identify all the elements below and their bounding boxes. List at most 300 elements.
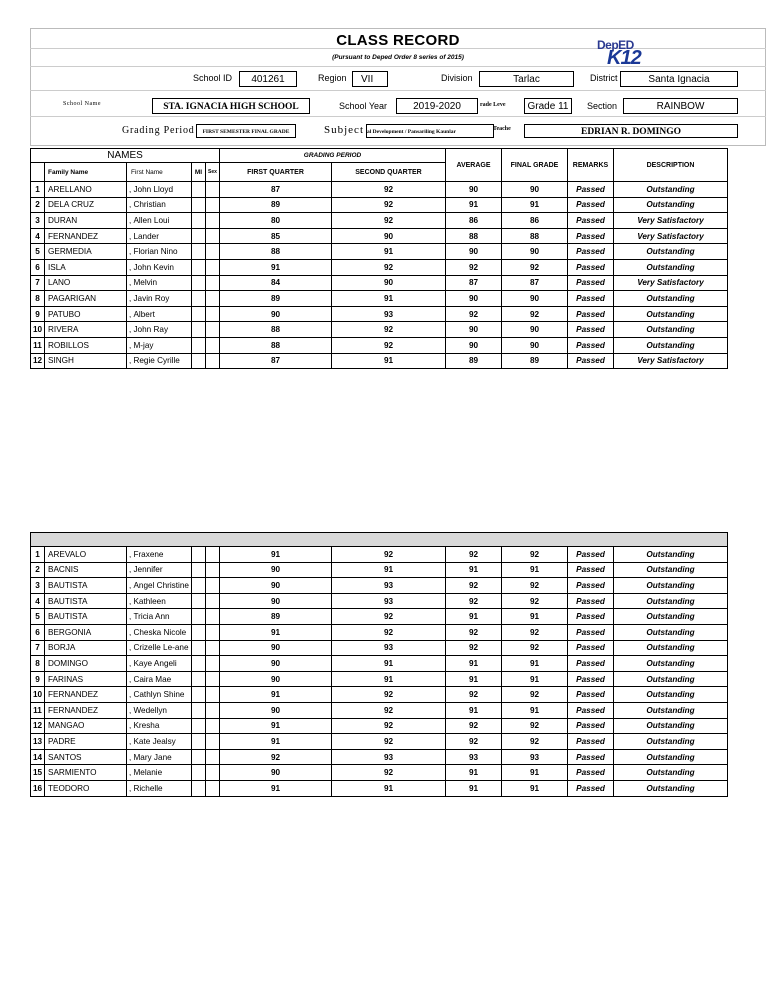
description-cell[interactable]: Outstanding [614,197,728,213]
final-grade-cell[interactable]: 92 [502,593,568,609]
average-cell[interactable]: 92 [446,578,502,594]
remarks-cell[interactable]: Passed [568,578,614,594]
row-number: 4 [31,593,45,609]
first-name-cell[interactable] [127,780,192,796]
final-grade-cell[interactable]: 92 [502,718,568,734]
first-quarter-cell[interactable]: 89 [220,197,332,213]
description-cell[interactable]: Outstanding [614,749,728,765]
first-name-text: Melvin [133,278,158,288]
first-quarter-cell[interactable]: 84 [220,275,332,291]
first-quarter-cell[interactable]: 90 [220,656,332,672]
sex-cell [206,228,220,244]
remarks-cell[interactable]: Passed [568,213,614,229]
district-field[interactable]: Santa Ignacia [620,71,738,87]
first-name-text: Richelle [133,783,163,793]
family-name-cell[interactable]: DURAN [45,213,127,229]
description-cell[interactable]: Outstanding [614,609,728,625]
remarks-cell[interactable]: Passed [568,656,614,672]
sex-cell [206,259,220,275]
first-name-cell[interactable] [127,275,192,291]
final-grade-cell[interactable]: 92 [502,640,568,656]
description-cell[interactable]: Outstanding [614,780,728,796]
first-quarter-cell[interactable]: 92 [220,749,332,765]
female-class-table [30,532,728,797]
first-quarter-cell[interactable]: 91 [220,259,332,275]
name-separator: , [129,627,134,637]
table-row [31,547,728,563]
row-number: 9 [31,306,45,322]
row-number: 8 [31,656,45,672]
first-name-cell[interactable] [127,593,192,609]
remarks-cell[interactable]: Passed [568,547,614,563]
family-name-cell[interactable]: BORJA [45,640,127,656]
second-quarter-cell[interactable]: 92 [332,337,446,353]
first-quarter-cell[interactable]: 90 [220,593,332,609]
average-cell[interactable]: 91 [446,562,502,578]
region-field[interactable]: VII [352,71,388,87]
description-cell[interactable]: Very Satisfactory [614,213,728,229]
row-number: 1 [31,547,45,563]
average-cell[interactable]: 91 [446,609,502,625]
first-quarter-cell[interactable]: 90 [220,765,332,781]
table-row [31,213,728,229]
first-name-cell[interactable] [127,656,192,672]
description-cell[interactable]: Outstanding [614,640,728,656]
second-quarter-cell[interactable]: 91 [332,562,446,578]
first-name-cell[interactable] [127,624,192,640]
average-cell[interactable]: 92 [446,718,502,734]
final-grade-cell[interactable]: 90 [502,291,568,307]
second-quarter-cell[interactable]: 93 [332,749,446,765]
family-name-cell[interactable]: BACNIS [45,562,127,578]
mi-cell [192,182,206,198]
remarks-cell[interactable]: Passed [568,640,614,656]
first-name-cell[interactable] [127,562,192,578]
first-quarter-cell[interactable]: 91 [220,547,332,563]
second-quarter-cell[interactable]: 91 [332,671,446,687]
row-number: 3 [31,578,45,594]
name-separator: , [129,643,134,653]
final-grade-cell[interactable]: 92 [502,624,568,640]
final-grade-cell[interactable]: 86 [502,213,568,229]
sex-cell [206,687,220,703]
final-grade-cell[interactable]: 91 [502,780,568,796]
remarks-cell[interactable]: Passed [568,749,614,765]
average-cell[interactable]: 93 [446,749,502,765]
family-name-cell[interactable]: PATUBO [45,306,127,322]
subject-field[interactable]: al Development / Pansariling Kaunlar [366,124,494,138]
second-quarter-cell[interactable]: 92 [332,182,446,198]
final-grade-cell[interactable]: 89 [502,353,568,369]
first-quarter-cell[interactable]: 87 [220,353,332,369]
final-grade-cell[interactable]: 92 [502,259,568,275]
first-name-cell[interactable] [127,671,192,687]
sex-cell [206,244,220,260]
first-name-cell[interactable] [127,291,192,307]
family-name-cell[interactable]: LANO [45,275,127,291]
final-grade-cell[interactable]: 91 [502,702,568,718]
description-cell[interactable]: Outstanding [614,578,728,594]
family-name-cell[interactable]: DELA CRUZ [45,197,127,213]
first-name-text: Fraxene [133,549,164,559]
remarks-cell[interactable]: Passed [568,765,614,781]
description-cell[interactable]: Very Satisfactory [614,353,728,369]
name-separator: , [129,580,134,590]
sex-cell [206,337,220,353]
average-cell[interactable]: 90 [446,337,502,353]
final-grade-cell[interactable]: 90 [502,182,568,198]
family-name-cell[interactable]: TEODORO [45,780,127,796]
average-cell[interactable]: 92 [446,687,502,703]
family-name-cell[interactable]: SARMIENTO [45,765,127,781]
final-grade-cell[interactable]: 92 [502,547,568,563]
remarks-cell[interactable]: Passed [568,228,614,244]
family-name-cell[interactable]: ROBILLOS [45,337,127,353]
grading-period-label: Grading Period [122,125,195,136]
family-name-cell[interactable]: BAUTISTA [45,593,127,609]
table-row [31,593,728,609]
final-grade-cell[interactable]: 92 [502,578,568,594]
first-name-cell[interactable] [127,322,192,338]
first-quarter-cell[interactable]: 87 [220,182,332,198]
name-separator: , [129,231,134,241]
family-name-cell[interactable]: FERNANDEZ [45,687,127,703]
final-grade-cell[interactable]: 87 [502,275,568,291]
division-field[interactable]: Tarlac [479,71,574,87]
mi-cell [192,213,206,229]
remarks-cell[interactable]: Passed [568,624,614,640]
second-quarter-cell[interactable]: 92 [332,765,446,781]
name-separator: , [129,705,134,715]
remarks-cell[interactable]: Passed [568,337,614,353]
first-quarter-cell[interactable]: 89 [220,291,332,307]
first-quarter-cell[interactable]: 91 [220,734,332,750]
family-name-cell[interactable]: SINGH [45,353,127,369]
family-name-cell[interactable]: FARINAS [45,671,127,687]
first-name-cell[interactable] [127,749,192,765]
family-name-cell[interactable]: BAUTISTA [45,609,127,625]
first-name-text: John Kevin [133,262,174,272]
sex-header: Sex [206,163,220,182]
description-cell[interactable]: Very Satisfactory [614,228,728,244]
teacher-field[interactable]: EDRIAN R. DOMINGO [524,124,738,138]
description-cell[interactable]: Outstanding [614,337,728,353]
family-name-cell[interactable]: RIVERA [45,322,127,338]
first-name-cell[interactable] [127,734,192,750]
average-cell[interactable]: 92 [446,306,502,322]
second-quarter-cell[interactable]: 91 [332,780,446,796]
final-grade-cell[interactable]: 92 [502,687,568,703]
description-cell[interactable]: Outstanding [614,547,728,563]
remarks-cell[interactable]: Passed [568,593,614,609]
average-cell[interactable]: 91 [446,656,502,672]
remarks-cell[interactable]: Passed [568,780,614,796]
average-cell[interactable]: 91 [446,671,502,687]
first-quarter-cell[interactable]: 91 [220,718,332,734]
final-grade-cell[interactable]: 91 [502,671,568,687]
average-cell[interactable]: 92 [446,547,502,563]
school-year-label: School Year [339,101,388,111]
average-cell[interactable]: 86 [446,213,502,229]
second-quarter-cell[interactable]: 92 [332,213,446,229]
first-quarter-cell[interactable]: 91 [220,687,332,703]
district-label: District [590,73,618,83]
remarks-cell[interactable]: Passed [568,718,614,734]
final-grade-cell[interactable]: 91 [502,765,568,781]
average-cell[interactable]: 91 [446,780,502,796]
name-separator: , [129,200,134,210]
second-quarter-cell[interactable]: 91 [332,291,446,307]
second-quarter-cell[interactable]: 91 [332,244,446,260]
second-quarter-cell[interactable]: 93 [332,640,446,656]
second-quarter-cell[interactable]: 92 [332,322,446,338]
second-quarter-cell[interactable]: 90 [332,275,446,291]
first-name-cell[interactable] [127,687,192,703]
final-grade-cell[interactable]: 92 [502,734,568,750]
average-cell[interactable]: 92 [446,259,502,275]
first-quarter-cell[interactable]: 91 [220,780,332,796]
description-cell[interactable]: Very Satisfactory [614,275,728,291]
sex-cell [206,671,220,687]
second-quarter-cell[interactable]: 92 [332,259,446,275]
mi-cell [192,593,206,609]
remarks-cell[interactable]: Passed [568,702,614,718]
description-cell[interactable]: Outstanding [614,624,728,640]
final-grade-cell[interactable]: 91 [502,609,568,625]
family-name-cell[interactable]: DOMINGO [45,656,127,672]
first-quarter-cell[interactable]: 88 [220,322,332,338]
final-grade-cell[interactable]: 88 [502,228,568,244]
first-name-cell[interactable] [127,228,192,244]
mi-cell [192,749,206,765]
first-quarter-cell[interactable]: 90 [220,562,332,578]
table-row [31,228,728,244]
description-cell[interactable]: Outstanding [614,182,728,198]
family-name-cell[interactable]: MANGAO [45,718,127,734]
table-row [31,244,728,260]
first-quarter-cell[interactable]: 90 [220,671,332,687]
logo-deped-text: DepED [597,38,634,52]
final-grade-cell[interactable]: 91 [502,562,568,578]
grade-level-label: rade Leve [480,102,506,108]
remarks-cell[interactable]: Passed [568,275,614,291]
first-quarter-cell[interactable]: 88 [220,244,332,260]
grade-level-field[interactable]: Grade 11 [524,98,572,114]
average-cell[interactable]: 89 [446,353,502,369]
section-field[interactable]: RAINBOW [623,98,738,114]
second-quarter-cell[interactable]: 91 [332,656,446,672]
average-cell[interactable]: 90 [446,244,502,260]
first-name-cell[interactable] [127,718,192,734]
first-name-cell[interactable] [127,765,192,781]
family-name-cell[interactable]: PADRE [45,734,127,750]
description-cell[interactable]: Outstanding [614,671,728,687]
first-quarter-cell[interactable]: 89 [220,609,332,625]
final-grade-cell[interactable]: 90 [502,337,568,353]
table-row [31,353,728,369]
first-name-cell[interactable] [127,337,192,353]
remarks-cell[interactable]: Passed [568,197,614,213]
row-number: 2 [31,562,45,578]
second-quarter-cell[interactable]: 92 [332,609,446,625]
family-name-cell[interactable]: BAUTISTA [45,578,127,594]
description-cell[interactable]: Outstanding [614,687,728,703]
remarks-cell[interactable]: Passed [568,734,614,750]
second-quarter-cell[interactable]: 92 [332,197,446,213]
description-cell[interactable]: Outstanding [614,765,728,781]
description-cell[interactable]: Outstanding [614,593,728,609]
first-name-cell[interactable] [127,306,192,322]
family-name-cell[interactable]: AREVALO [45,547,127,563]
mi-cell [192,562,206,578]
remarks-cell[interactable]: Passed [568,244,614,260]
mi-header: MI [192,163,206,182]
name-separator: , [129,549,134,559]
second-quarter-cell[interactable]: 93 [332,306,446,322]
mi-cell [192,259,206,275]
mi-cell [192,702,206,718]
remarks-cell[interactable]: Passed [568,259,614,275]
average-cell[interactable]: 88 [446,228,502,244]
table-row [31,562,728,578]
page-title: CLASS RECORD [336,32,460,49]
description-cell[interactable]: Outstanding [614,244,728,260]
average-cell[interactable]: 90 [446,291,502,307]
first-quarter-cell[interactable]: 90 [220,306,332,322]
remarks-cell[interactable]: Passed [568,322,614,338]
description-cell[interactable]: Outstanding [614,702,728,718]
first-name-cell[interactable] [127,547,192,563]
first-name-text: Kate Jealsy [133,736,176,746]
average-cell[interactable]: 92 [446,593,502,609]
first-name-text: Kathleen [133,596,166,606]
final-grade-cell[interactable]: 91 [502,197,568,213]
row-number: 7 [31,640,45,656]
first-quarter-cell[interactable]: 90 [220,702,332,718]
family-name-cell[interactable]: SANTOS [45,749,127,765]
remarks-cell[interactable]: Passed [568,182,614,198]
row-number: 6 [31,259,45,275]
first-name-cell[interactable] [127,640,192,656]
first-quarter-cell[interactable]: 80 [220,213,332,229]
description-cell[interactable]: Outstanding [614,562,728,578]
second-quarter-cell[interactable]: 93 [332,593,446,609]
first-name-cell[interactable] [127,353,192,369]
family-name-cell[interactable]: FERNANDEZ [45,228,127,244]
first-name-text: Mary Jane [133,752,172,762]
first-quarter-cell[interactable]: 90 [220,640,332,656]
mi-cell [192,765,206,781]
description-cell[interactable]: Outstanding [614,734,728,750]
final-grade-cell[interactable]: 90 [502,322,568,338]
family-name-cell[interactable]: ARELLANO [45,182,127,198]
description-cell[interactable]: Outstanding [614,718,728,734]
remarks-cell[interactable]: Passed [568,671,614,687]
family-name-cell[interactable]: PAGARIGAN [45,291,127,307]
remarks-cell[interactable]: Passed [568,353,614,369]
second-quarter-cell[interactable]: 92 [332,547,446,563]
second-quarter-cell[interactable]: 92 [332,624,446,640]
family-name-cell[interactable]: GERMEDIA [45,244,127,260]
first-name-cell[interactable] [127,197,192,213]
description-cell[interactable]: Outstanding [614,259,728,275]
first-name-text: Regie Cyrille [133,356,180,366]
first-name-cell[interactable] [127,182,192,198]
first-name-cell[interactable] [127,609,192,625]
table-row [31,322,728,338]
second-quarter-cell[interactable]: 92 [332,734,446,750]
deped-k12-logo [595,38,665,69]
first-name-cell[interactable] [127,213,192,229]
remarks-cell[interactable]: Passed [568,609,614,625]
average-cell[interactable]: 91 [446,702,502,718]
mi-cell [192,547,206,563]
description-cell[interactable]: Outstanding [614,306,728,322]
school-id-field[interactable]: 401261 [239,71,297,87]
name-separator: , [129,247,134,257]
average-cell[interactable]: 92 [446,624,502,640]
average-cell[interactable]: 92 [446,640,502,656]
family-name-cell[interactable]: FERNANDEZ [45,702,127,718]
names-header: NAMES [31,149,220,163]
first-name-cell[interactable] [127,259,192,275]
table-row [31,734,728,750]
average-cell[interactable]: 91 [446,197,502,213]
remarks-cell[interactable]: Passed [568,562,614,578]
remarks-cell[interactable]: Passed [568,291,614,307]
school-name-field[interactable]: STA. IGNACIA HIGH SCHOOL [152,98,310,114]
first-name-cell[interactable] [127,244,192,260]
first-quarter-cell[interactable]: 90 [220,578,332,594]
family-name-cell[interactable]: ISLA [45,259,127,275]
average-cell[interactable]: 92 [446,734,502,750]
second-quarter-cell[interactable]: 92 [332,687,446,703]
final-grade-header: FINAL GRADE [502,149,568,182]
family-name-cell[interactable]: BERGONIA [45,624,127,640]
description-cell[interactable]: Outstanding [614,656,728,672]
school-year-field[interactable]: 2019-2020 [396,98,478,114]
average-cell[interactable]: 91 [446,765,502,781]
description-cell[interactable]: Outstanding [614,291,728,307]
first-quarter-cell[interactable]: 85 [220,228,332,244]
first-name-text: Melanie [133,768,163,778]
second-quarter-cell[interactable]: 90 [332,228,446,244]
remarks-cell[interactable]: Passed [568,687,614,703]
first-quarter-cell[interactable]: 88 [220,337,332,353]
row-number: 7 [31,275,45,291]
average-cell[interactable]: 90 [446,322,502,338]
second-quarter-cell[interactable]: 92 [332,702,446,718]
first-name-cell[interactable] [127,578,192,594]
average-cell[interactable]: 87 [446,275,502,291]
grading-period-field[interactable]: FIRST SEMESTER FINAL GRADE [196,124,296,138]
second-quarter-cell[interactable]: 93 [332,578,446,594]
final-grade-cell[interactable]: 90 [502,244,568,260]
row-number: 5 [31,609,45,625]
description-cell[interactable]: Outstanding [614,322,728,338]
first-name-text: Florian Nino [133,247,178,257]
first-quarter-cell[interactable]: 91 [220,624,332,640]
remarks-cell[interactable]: Passed [568,306,614,322]
second-quarter-cell[interactable]: 92 [332,718,446,734]
average-cell[interactable]: 90 [446,182,502,198]
final-grade-cell[interactable]: 93 [502,749,568,765]
first-name-cell[interactable] [127,702,192,718]
second-quarter-cell[interactable]: 91 [332,353,446,369]
name-separator: , [129,612,134,622]
final-grade-cell[interactable]: 92 [502,306,568,322]
final-grade-cell[interactable]: 91 [502,656,568,672]
